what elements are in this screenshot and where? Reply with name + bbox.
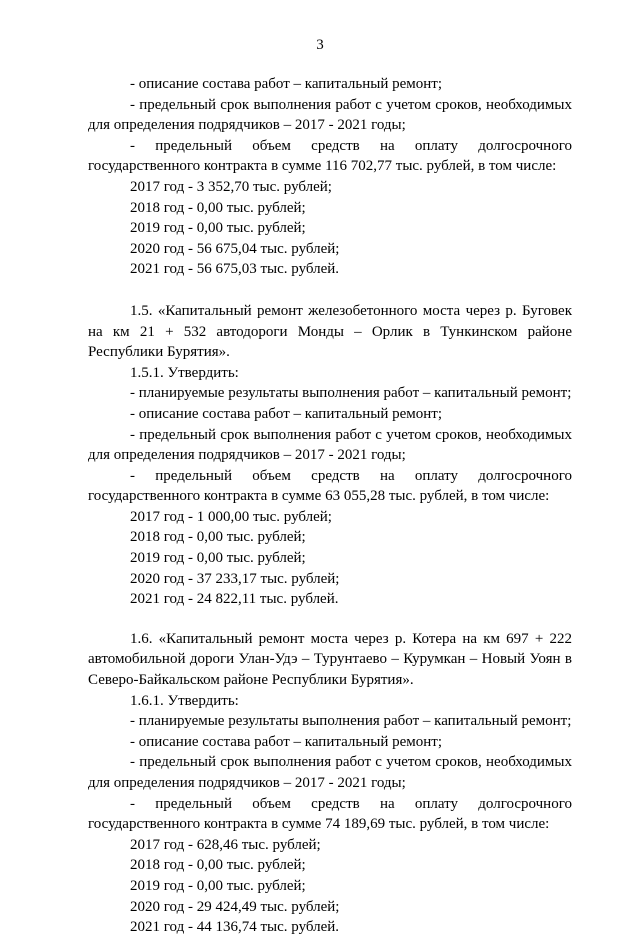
intro-year-line: 2021 год - 56 675,03 тыс. рублей. <box>130 261 340 278</box>
page-number: 3 <box>316 37 324 53</box>
section-spacer <box>88 280 572 301</box>
section-1-6-year-line: 2018 год - 0,00 тыс. рублей; <box>130 857 306 874</box>
section-1-6-year-line: 2019 год - 0,00 тыс. рублей; <box>130 877 306 894</box>
intro-block <box>88 74 572 280</box>
intro-item: - предельный объем средств на оплату долгосрочного государственного контракта в сумме 116 702,77 тыс. рублей, в том числе: <box>88 137 572 175</box>
section-1-6-item: - предельный срок выполнения работ с учетом сроков, необходимых для определения подрядчиков – 2017 - 2021 годы; <box>88 754 572 791</box>
intro-year-line: 2020 год - 56 675,04 тыс. рублей; <box>130 240 340 257</box>
intro-year-line: 2018 год - 0,00 тыс. рублей; <box>130 199 306 216</box>
section-1-5-year-line: 2018 год - 0,00 тыс. рублей; <box>130 529 306 546</box>
document-body <box>88 74 572 938</box>
section-1-5-subheading: 1.5.1. Утвердить: <box>130 364 239 381</box>
section-1-6-heading: 1.6. «Капитальный ремонт моста через р. Котера на км 697 + 222 автомобильной дороги Улан-Удэ – Турунтаево – Курумкан – Новый Уоян в Северо-Байкальском районе Республики Бурятия». <box>88 630 572 689</box>
section-1-5-item: - описание состава работ – капитальный ремонт; <box>130 405 442 422</box>
section-1-6-year-line: 2020 год - 29 424,49 тыс. рублей; <box>130 898 340 915</box>
section-1-5 <box>88 301 572 610</box>
intro-year-line: 2017 год - 3 352,70 тыс. рублей; <box>130 178 332 195</box>
section-1-5-item: - предельный срок выполнения работ с учетом сроков, необходимых для определения подрядчиков – 2017 - 2021 годы; <box>88 426 572 464</box>
section-1-6-item: - предельный объем средств на оплату долгосрочного государственного контракта в сумме 74 189,69 тыс. рублей, в том числе: <box>88 795 572 833</box>
section-1-5-year-line: 2020 год - 37 233,17 тыс. рублей; <box>130 570 340 587</box>
section-1-5-heading: 1.5. «Капитальный ремонт железобетонного моста через р. Буговек на км 21 + 532 автодороги Монды – Орлик в Тункинском районе Республики Бурятия». <box>88 302 572 361</box>
intro-year-line: 2019 год - 0,00 тыс. рублей; <box>130 220 306 237</box>
intro-item: - описание состава работ – капитальный ремонт; <box>130 76 442 92</box>
section-1-6-subheading: 1.6.1. Утвердить: <box>130 692 239 709</box>
section-1-6-item: - планируемые результаты выполнения работ – капитальный ремонт; <box>130 713 572 730</box>
section-1-5-item: - предельный объем средств на оплату долгосрочного государственного контракта в сумме 63 055,28 тыс. рублей, в том числе: <box>88 467 572 505</box>
intro-item: - предельный срок выполнения работ с учетом сроков, необходимых для определения подрядчиков – 2017 - 2021 годы; <box>88 96 572 134</box>
section-1-5-item: - планируемые результаты выполнения работ – капитальный ремонт; <box>130 385 572 402</box>
section-1-5-year-line: 2019 год - 0,00 тыс. рублей; <box>130 550 306 567</box>
section-1-5-year-line: 2021 год - 24 822,11 тыс. рублей. <box>130 591 339 608</box>
section-1-6-item: - описание состава работ – капитальный ремонт; <box>130 733 442 750</box>
section-1-6 <box>88 629 572 938</box>
section-1-5-year-line: 2017 год - 1 000,00 тыс. рублей; <box>130 508 332 525</box>
section-1-6-year-line: 2017 год - 628,46 тыс. рублей; <box>130 836 321 853</box>
section-spacer <box>88 610 572 629</box>
section-1-6-year-line: 2021 год - 44 136,74 тыс. рублей. <box>130 919 340 936</box>
